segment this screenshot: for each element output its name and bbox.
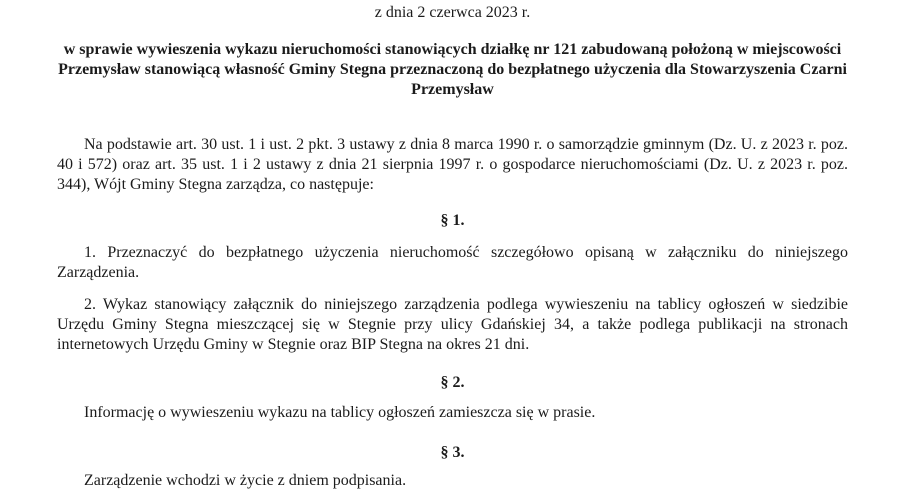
section-2-paragraph-1: Informację o wywieszeniu wykazu na tablicy ogłoszeń zamieszcza się w prasie. — [84, 404, 596, 421]
legal-basis-paragraph: Na podstawie art. 30 ust. 1 i ust. 2 pkt. 3 ustawy z dnia 8 marca 1990 r. o samorządzie gminnym (Dz. U. z 2023 r. poz. 40 i 572) oraz art. 35 ust. 1 i 2 ustawy z dnia 21 sierpnia 1997 r. o gospodarce nieruchomościami (Dz. U. z 2023 r. poz. 344), Wójt Gminy Stegna zarządza, co następuje: — [57, 136, 848, 193]
section-3-header: § 3. — [440, 444, 465, 461]
document-date-line: z dnia 2 czerwca 2023 r. — [374, 4, 531, 21]
section-1-paragraph-2: 2. Wykaz stanowiący załącznik do niniejszego zarządzenia podlega wywieszeniu na tablicy ogłoszeń w siedzibie Urzędu Gminy Stegna mieszczącej się w Stegnie przy ulicy Gdańskiej 34, a także podlega publikacji na stronach internetowych Urzędu Gminy w Stegnie oraz BIP Stegna na okres 21 dni. — [57, 296, 848, 353]
section-3-paragraph-1: Zarządzenie wchodzi w życie z dniem podpisania. — [84, 472, 407, 489]
section-2-header: § 2. — [440, 374, 465, 391]
section-1-paragraph-1: 1. Przeznaczyć do bezpłatnego użyczenia nieruchomość szczegółowo opisaną w załączniku do niniejszego Zarządzenia. — [57, 244, 848, 281]
document-title: w sprawie wywieszenia wykazu nieruchomości stanowiących działkę nr 121 zabudowaną położoną w miejscowości Przemysław stanowiącą własność Gminy Stegna przeznaczoną do bezpłatnego użyczenia dla Stowarzyszenia Czarni Przemysław — [58, 41, 847, 98]
section-1-header: § 1. — [440, 212, 465, 229]
